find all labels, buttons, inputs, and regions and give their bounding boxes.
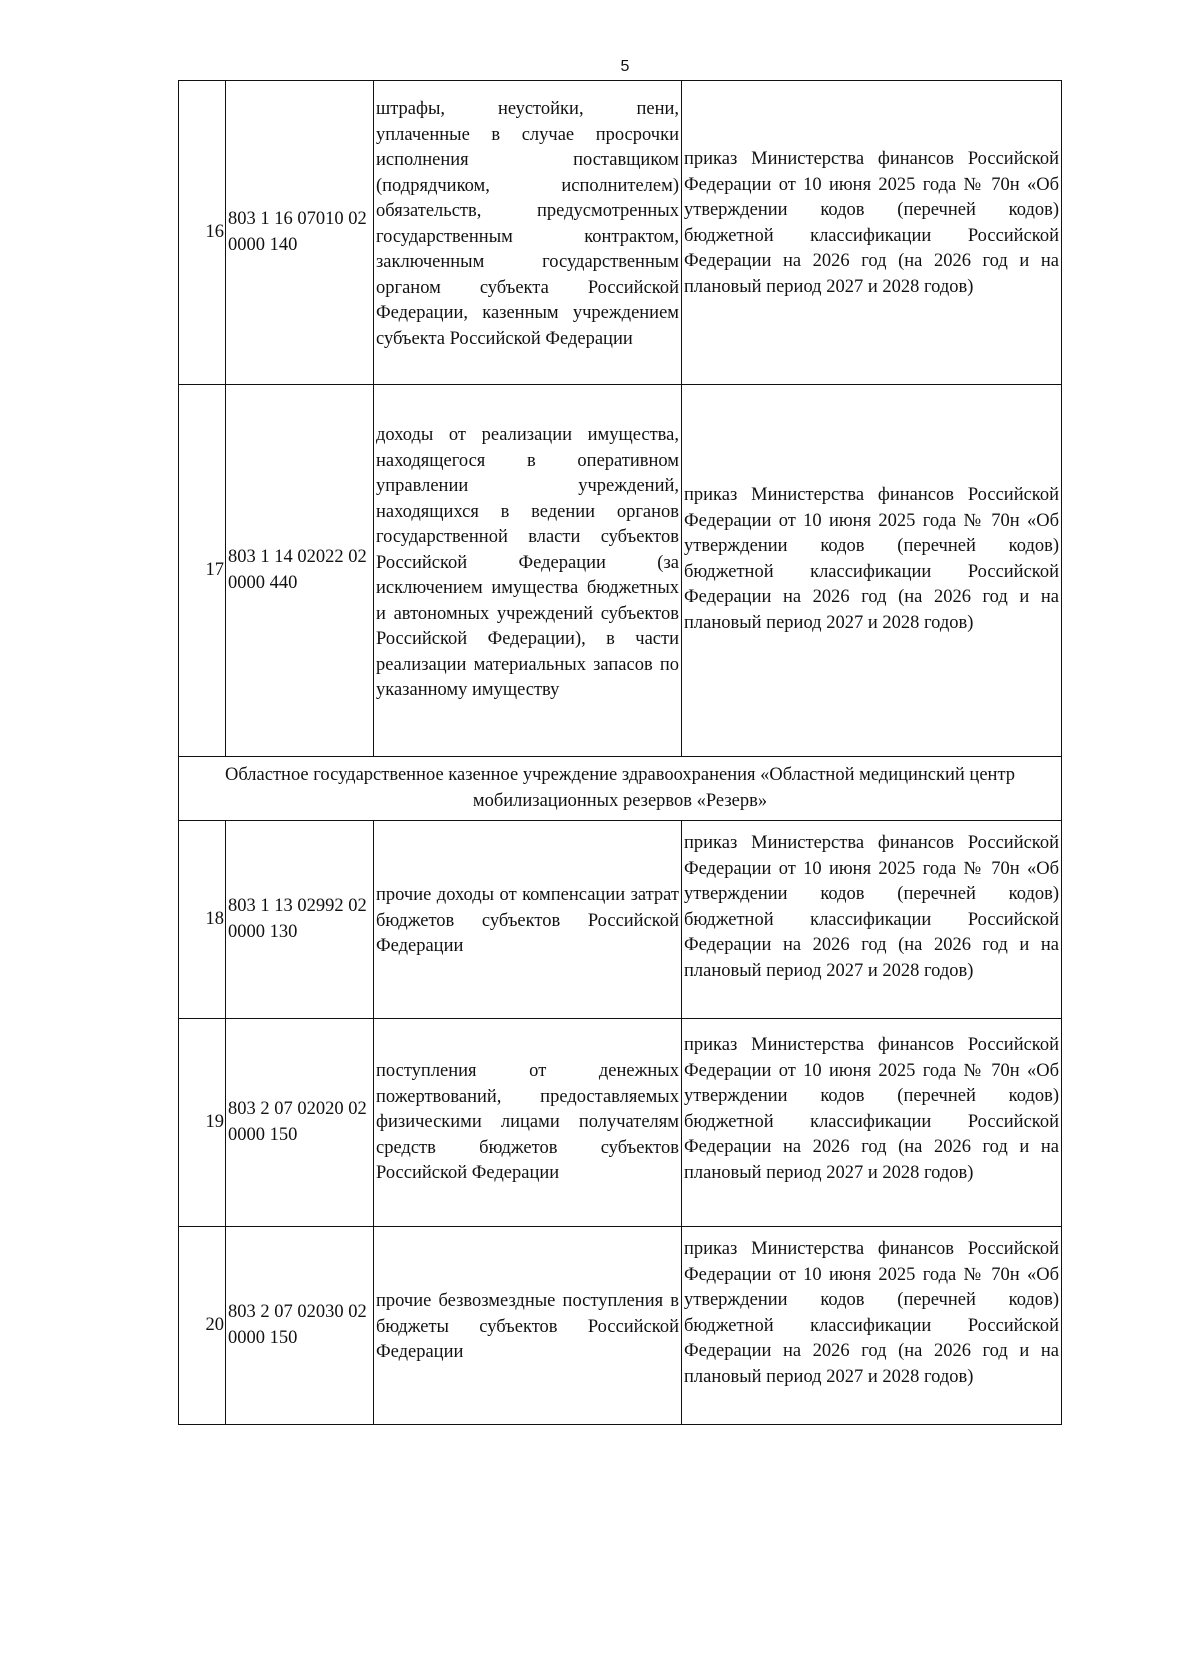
organization-title: Областное государственное казенное учреждение здравоохранения «Областной медицинский центр мобилизационных резервов «Резерв» bbox=[179, 757, 1062, 821]
revenue-description: прочие доходы от компенсации затрат бюджетов субъектов Российской Федерации bbox=[374, 821, 682, 1019]
table-row bbox=[179, 1227, 1062, 1425]
legal-basis: приказ Министерства финансов Российской Федерации от 10 июня 2025 года № 70н «Об утверждении кодов (перечней кодов) бюджетной классификации Российской Федерации на 2026 год (на 2026 год и на плановый период 2027 и 2028 годов) bbox=[682, 1227, 1062, 1425]
row-number: 18 bbox=[179, 821, 226, 1019]
row-number: 19 bbox=[179, 1019, 226, 1227]
revenue-description: поступления от денежных пожертвований, предоставляемых физическими лицами получателям средств бюджетов субъектов Российской Федерации bbox=[374, 1019, 682, 1227]
row-number: 20 bbox=[179, 1227, 226, 1425]
revenue-description: прочие безвозмездные поступления в бюджеты субъектов Российской Федерации bbox=[374, 1227, 682, 1425]
table-row bbox=[179, 1019, 1062, 1227]
revenue-codes-table bbox=[178, 80, 1062, 1425]
legal-basis: приказ Министерства финансов Российской Федерации от 10 июня 2025 года № 70н «Об утверждении кодов (перечней кодов) бюджетной классификации Российской Федерации на 2026 год (на 2026 год и на плановый период 2027 и 2028 годов) bbox=[682, 821, 1062, 1019]
budget-code: 803 2 07 02020 02 0000 150 bbox=[226, 1019, 374, 1227]
legal-basis: приказ Министерства финансов Российской Федерации от 10 июня 2025 года № 70н «Об утверждении кодов (перечней кодов) бюджетной классификации Российской Федерации на 2026 год (на 2026 год и на плановый период 2027 и 2028 годов) bbox=[682, 81, 1062, 385]
row-number: 16 bbox=[179, 81, 226, 385]
revenue-description: штрафы, неустойки, пени, уплаченные в случае просрочки исполнения поставщиком (подрядчиком, исполнителем) обязательств, предусмотренных государственным контрактом, заключенным государственным органом субъекта Российской Федерации, казенным учреждением субъекта Российской Федерации bbox=[374, 81, 682, 385]
legal-basis: приказ Министерства финансов Российской Федерации от 10 июня 2025 года № 70н «Об утверждении кодов (перечней кодов) бюджетной классификации Российской Федерации на 2026 год (на 2026 год и на плановый период 2027 и 2028 годов) bbox=[682, 385, 1062, 757]
revenue-description: доходы от реализации имущества, находящегося в оперативном управлении учреждений, находящихся в ведении органов государственной власти субъектов Российской Федерации (за исключением имущества бюджетных и автономных учреждений субъектов Российской Федерации), в части реализации материальных запасов по указанному имуществу bbox=[374, 385, 682, 757]
table-row bbox=[179, 821, 1062, 1019]
page-number: 5 bbox=[620, 58, 630, 75]
table-row bbox=[179, 385, 1062, 757]
budget-code: 803 1 14 02022 02 0000 440 bbox=[226, 385, 374, 757]
section-header-row bbox=[179, 757, 1062, 821]
budget-code: 803 2 07 02030 02 0000 150 bbox=[226, 1227, 374, 1425]
row-number: 17 bbox=[179, 385, 226, 757]
budget-code: 803 1 16 07010 02 0000 140 bbox=[226, 81, 374, 385]
table-row bbox=[179, 81, 1062, 385]
legal-basis: приказ Министерства финансов Российской Федерации от 10 июня 2025 года № 70н «Об утверждении кодов (перечней кодов) бюджетной классификации Российской Федерации на 2026 год (на 2026 год и на плановый период 2027 и 2028 годов) bbox=[682, 1019, 1062, 1227]
budget-code: 803 1 13 02992 02 0000 130 bbox=[226, 821, 374, 1019]
